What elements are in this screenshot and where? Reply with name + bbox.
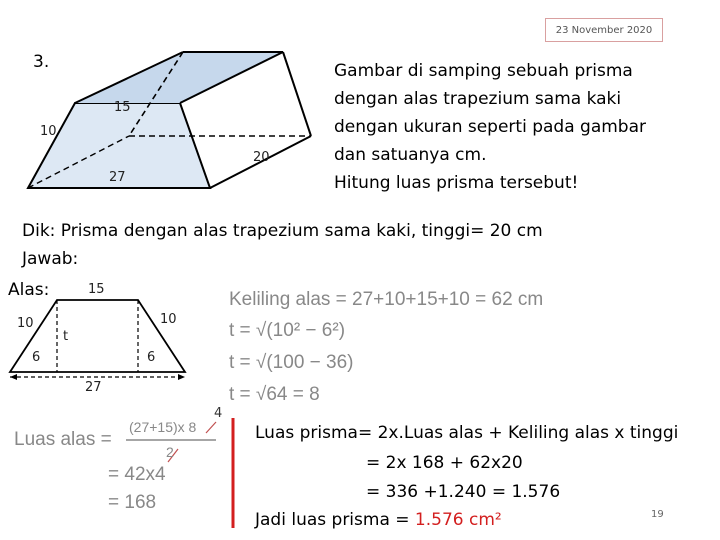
trap-label-seg-left: 6 bbox=[32, 350, 41, 365]
problem-description bbox=[334, 57, 646, 197]
luas-alas-step3: = 168 bbox=[108, 492, 157, 513]
trap-label-t: t bbox=[63, 329, 69, 344]
trap-label-right: 10 bbox=[160, 312, 177, 327]
date-text: 23 November 2020 bbox=[555, 24, 653, 36]
alas-label: Alas: bbox=[8, 280, 50, 300]
desc-line-1: Gambar di samping sebuah prisma bbox=[334, 61, 633, 81]
luas-alas-denominator: 2 bbox=[166, 444, 174, 460]
trap-label-bottom: 27 bbox=[85, 380, 102, 395]
luas-alas-numerator: (27+15)x 8 bbox=[129, 419, 197, 435]
label-side-10: 10 bbox=[40, 124, 57, 139]
label-top-15: 15 bbox=[114, 100, 131, 115]
trap-label-top: 15 bbox=[88, 282, 105, 297]
trap-label-left: 10 bbox=[17, 316, 34, 331]
solution-answer: 1.576 cm² bbox=[414, 510, 502, 530]
desc-line-3: dengan ukuran seperti pada gambar bbox=[334, 117, 647, 137]
label-bottom-27: 27 bbox=[109, 170, 126, 185]
label-height-20: 20 bbox=[253, 150, 270, 165]
t-step-2: t = √(100 − 36) bbox=[229, 352, 354, 373]
desc-line-4: dan satuanya cm. bbox=[334, 145, 487, 165]
solution-line-2: = 2x 168 + 62x20 bbox=[366, 453, 523, 473]
prism-top-face bbox=[75, 52, 283, 103]
problem-number: 3. bbox=[33, 52, 50, 72]
desc-line-5: Hitung luas prisma tersebut! bbox=[334, 173, 579, 193]
annot-four: 4 bbox=[214, 406, 223, 421]
dik-text: Dik: Prisma dengan alas trapezium sama kaki, tinggi= 20 cm bbox=[22, 221, 543, 241]
trap-label-seg-right: 6 bbox=[147, 350, 156, 365]
solution-prefix: Jadi luas prisma = bbox=[255, 510, 415, 530]
luas-alas-step2: = 42x4 bbox=[108, 464, 166, 485]
solution-line-3: = 336 +1.240 = 1.576 bbox=[366, 482, 561, 502]
t-step-3: t = √64 = 8 bbox=[229, 384, 320, 405]
page-number: 19 bbox=[651, 509, 664, 520]
desc-line-2: dengan alas trapezium sama kaki bbox=[334, 89, 622, 109]
t-step-1: t = √(10² − 6²) bbox=[229, 320, 346, 341]
jawab-text: Jawab: bbox=[22, 249, 79, 269]
keliling-text: Keliling alas = 27+10+15+10 = 62 cm bbox=[229, 289, 544, 310]
solution-line-4 bbox=[255, 510, 502, 530]
luas-alas-label: Luas alas = bbox=[14, 429, 112, 450]
solution-line-1: Luas prisma= 2x.Luas alas + Keliling alas x tinggi bbox=[255, 423, 679, 443]
